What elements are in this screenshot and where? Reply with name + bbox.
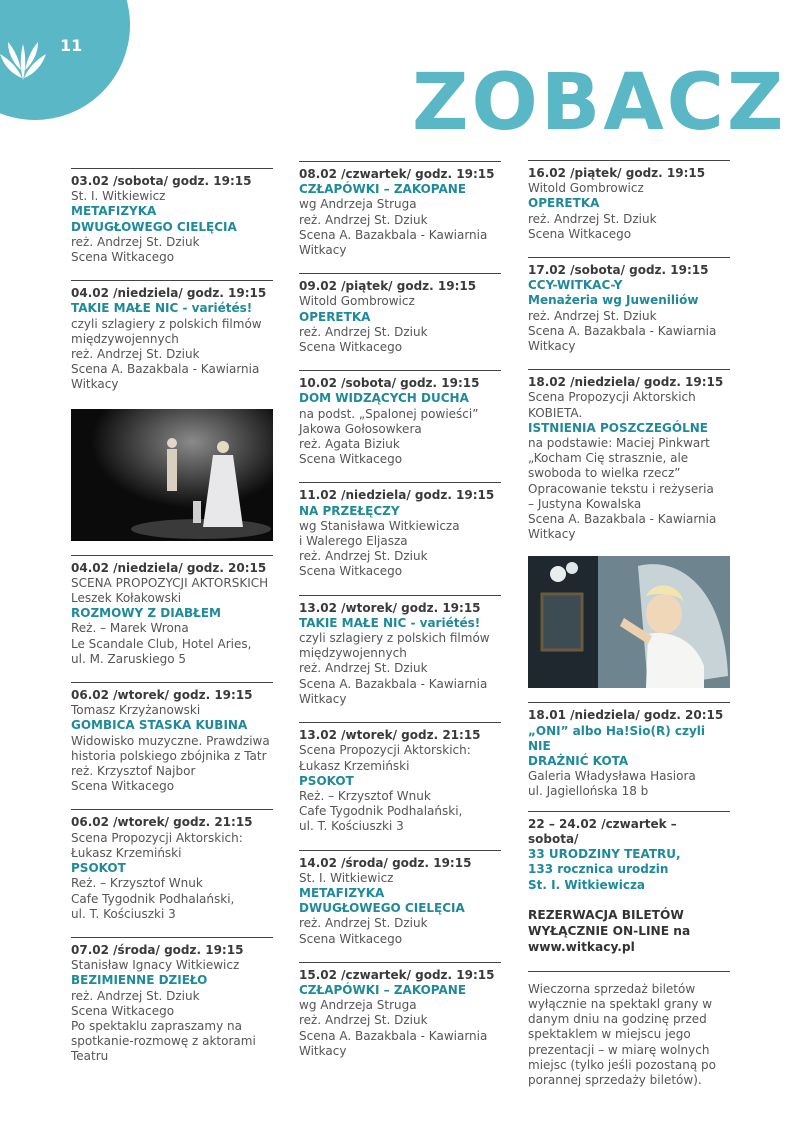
event-line: ul. M. Zaruskiego 5 [71, 651, 186, 666]
event-line: Scena A. Bazakbala - Kawiarnia [299, 676, 488, 691]
event-line: reż. Andrzej St. Dziuk [71, 988, 200, 1003]
event-line: Teatru [71, 1049, 109, 1064]
note-line: danym dniu na godzinę przed [528, 1012, 707, 1027]
event-line: reż. Andrzej St. Dziuk [299, 916, 428, 931]
event-line: Reż. – Marek Wrona [71, 621, 189, 636]
event-line: Scena Witkacego [71, 779, 175, 794]
event-title: OPERETKA [299, 309, 371, 324]
event-line: ul. T. Kościuszki 3 [71, 906, 176, 921]
event-line: Reż. – Krzysztof Wnuk [71, 876, 203, 891]
event-line: Scena A. Bazakbala - Kawiarnia [299, 1028, 488, 1043]
reservation-info [528, 907, 730, 955]
event-date: 08.02 /czwartek/ godz. 19:15 [299, 167, 495, 181]
event-line: KOBIETA. [528, 405, 583, 420]
event-line: czyli szlagiery z polskich filmów [299, 631, 490, 646]
event-line: Łukasz Krzemiński [299, 758, 410, 773]
event-line: Scena Witkacego [299, 564, 403, 579]
event-title: DRAŻNIĆ KOTA [528, 754, 629, 769]
event-line: i Walerego Eljasza [299, 534, 408, 549]
event-entry [299, 370, 501, 467]
leaf-icon [0, 30, 48, 82]
event-line: wg Stanisława Witkiewicza [299, 518, 460, 533]
event-line: Scena Propozycji Aktorskich: [71, 830, 243, 845]
reservation-line: WYŁĄCZNIE ON-LINE na [528, 923, 691, 938]
event-line: Scena A. Bazakbala - Kawiarnia [71, 362, 260, 377]
event-entry [71, 168, 273, 265]
event-title: ROZMOWY Z DIABŁEM [71, 606, 221, 621]
event-title: CCY-WITKAC-Y [528, 278, 623, 293]
note-line: prezentacji – w miarę wolnych [528, 1042, 710, 1057]
event-date: 13.02 /wtorek/ godz. 21:15 [299, 728, 481, 743]
stage-photo [71, 409, 273, 541]
page-heading: ZOBACZ [412, 58, 787, 148]
sales-note [528, 971, 730, 1088]
event-line: międzywojennych [299, 646, 407, 661]
event-title: „ONI” albo Ha!Sio(R) czyli NIE [528, 723, 706, 753]
event-date: 22 – 24.02 /czwartek – sobota/ [528, 816, 677, 846]
event-date: 07.02 /środa/ godz. 19:15 [71, 942, 244, 957]
reservation-link[interactable]: www.witkacy.pl [528, 939, 635, 954]
event-line: na podst. „Spalonej powieści” [299, 406, 479, 421]
event-entry [71, 682, 273, 794]
event-line: Leszek Kołakowski [71, 591, 182, 606]
event-date: 03.02 /sobota/ godz. 19:15 [71, 174, 252, 188]
event-line: Witkacy [299, 691, 347, 706]
event-line: reż. Andrzej St. Dziuk [299, 549, 428, 564]
event-line: Witkacy [528, 527, 576, 542]
event-title: St. I. Witkiewicza [528, 877, 646, 892]
column-2 [299, 161, 501, 1074]
event-date: 10.02 /sobota/ godz. 19:15 [299, 376, 480, 391]
event-entry [528, 702, 730, 799]
event-line: wg Andrzeja Struga [299, 197, 417, 212]
event-entry [528, 811, 730, 893]
event-date: 04.02 /niedziela/ godz. 20:15 [71, 560, 267, 575]
event-date: 13.02 /wtorek/ godz. 19:15 [299, 600, 481, 615]
event-title: OPERETKA [528, 196, 600, 211]
note-line: wyłącznie na spektakl grany w [528, 996, 713, 1011]
event-line: Galeria Władysława Hasiora [528, 769, 696, 784]
corner-decoration [0, 0, 130, 120]
event-entry [299, 161, 501, 258]
event-line: Witkacy [299, 1043, 347, 1058]
event-entry [299, 482, 501, 579]
event-entry [299, 595, 501, 707]
event-date: 11.02 /niedziela/ godz. 19:15 [299, 488, 495, 503]
actress-photo [528, 556, 730, 688]
event-line: Scena Propozycji Aktorskich: [299, 743, 471, 758]
event-line: Jakowa Gołosowkera [299, 421, 422, 436]
event-line: ul. Jagiellońska 18 b [528, 784, 649, 799]
event-line: reż. Andrzej St. Dziuk [299, 661, 428, 676]
event-line: reż. Andrzej St. Dziuk [299, 324, 428, 339]
event-title: DWUGŁOWEGO CIELĘCIA [299, 901, 465, 916]
event-title: METAFIZYKA [71, 204, 157, 219]
event-title: ISTNIENIA POSZCZEGÓLNE [528, 420, 708, 435]
event-line: Opracowanie tekstu i reżyseria [528, 481, 714, 496]
note-line: porannej sprzedaży biletów). [528, 1072, 702, 1087]
event-date: 18.01 /niedziela/ godz. 20:15 [528, 708, 724, 723]
note-line: Wieczorna sprzedaż biletów [528, 981, 696, 996]
event-date: 17.02 /sobota/ godz. 19:15 [528, 263, 709, 278]
event-line: reż. Krzysztof Najbor [71, 764, 196, 779]
event-line: ul. T. Kościuszki 3 [299, 819, 404, 834]
event-line: Scena Witkacego [299, 931, 403, 946]
event-title: METAFIZYKA [299, 885, 385, 900]
event-line: Witkacy [528, 339, 576, 354]
event-entry [299, 722, 501, 834]
event-title: BEZIMIENNE DZIEŁO [71, 973, 208, 988]
event-line: – Justyna Kowalska [528, 496, 642, 511]
event-line: Witold Gombrowicz [528, 181, 644, 196]
event-line: reż. Andrzej St. Dziuk [528, 211, 657, 226]
event-line: Witkacy [71, 377, 119, 392]
event-entry [71, 280, 273, 392]
column-1 [71, 168, 273, 1080]
event-line: historia polskiego zbójnika z Tatr [71, 748, 267, 763]
event-line: Reż. – Krzysztof Wnuk [299, 788, 431, 803]
event-entry [71, 937, 273, 1065]
page-number: 11 [60, 36, 83, 55]
event-date: 16.02 /piątek/ godz. 19:15 [528, 166, 706, 180]
event-entry [71, 555, 273, 667]
event-title: PSOKOT [71, 861, 126, 876]
event-line: Scena Witkacego [71, 250, 175, 265]
event-title: TAKIE MAŁE NIC - variétés! [299, 615, 481, 630]
event-line: reż. Andrzej St. Dziuk [528, 308, 657, 323]
event-line: na podstawie: Maciej Pinkwart [528, 436, 710, 451]
event-line: Scena Witkacego [299, 340, 403, 355]
event-line: Cafe Tygodnik Podhalański, [299, 804, 463, 819]
event-line: Łukasz Krzemiński [71, 845, 182, 860]
event-line: Cafe Tygodnik Podhalański, [71, 891, 235, 906]
event-line: Scena A. Bazakbala - Kawiarnia [299, 227, 488, 242]
event-line: reż. Andrzej St. Dziuk [71, 234, 200, 249]
column-3 [528, 160, 730, 1088]
event-title: CZŁAPÓWKI – ZAKOPANE [299, 982, 467, 997]
event-title: DOM WIDZĄCYCH DUCHA [299, 391, 469, 406]
event-line: Widowisko muzyczne. Prawdziwa [71, 733, 270, 748]
event-entry [299, 273, 501, 355]
event-line: Stanisław Ignacy Witkiewicz [71, 958, 240, 973]
event-title: CZŁAPÓWKI – ZAKOPANE [299, 182, 467, 197]
event-line: SCENA PROPOZYCJI AKTORSKICH [71, 575, 269, 590]
event-title: DWUGŁOWEGO CIELĘCIA [71, 219, 237, 234]
event-line: spotkanie-rozmowę z aktorami [71, 1034, 256, 1049]
event-line: St. I. Witkiewicz [71, 189, 166, 204]
event-entry [299, 962, 501, 1059]
event-line: swoboda to wielka rzecz” [528, 466, 681, 481]
event-title: 133 rocznica urodzin [528, 862, 669, 877]
event-entry [528, 369, 730, 542]
event-line: Po spektaklu zapraszamy na [71, 1018, 242, 1033]
event-date: 06.02 /wtorek/ godz. 19:15 [71, 688, 253, 703]
event-line: St. I. Witkiewicz [299, 870, 394, 885]
event-title: PSOKOT [299, 773, 354, 788]
event-entry [71, 809, 273, 921]
event-line: czyli szlagiery z polskich filmów [71, 316, 262, 331]
event-line: „Kocham Cię strasznie, ale [528, 451, 689, 466]
event-line: wg Andrzeja Struga [299, 998, 417, 1013]
event-line: Witold Gombrowicz [299, 294, 415, 309]
event-line: reż. Andrzej St. Dziuk [299, 1013, 428, 1028]
event-line: reż. Agata Biziuk [299, 437, 400, 452]
event-entry [299, 850, 501, 947]
event-entry [528, 257, 730, 354]
event-date: 04.02 /niedziela/ godz. 19:15 [71, 286, 267, 301]
event-title: Menażeria wg Juweniliów [528, 293, 699, 308]
event-line: Scena Witkacego [528, 226, 632, 241]
event-line: Scena A. Bazakbala - Kawiarnia [528, 323, 717, 338]
event-line: międzywojennych [71, 331, 179, 346]
event-line: reż. Andrzej St. Dziuk [299, 212, 428, 227]
event-line: Tomasz Krzyżanowski [71, 703, 201, 718]
note-line: miejsc (tylko jeśli pozostaną po [528, 1057, 716, 1072]
event-line: Le Scandale Club, Hotel Aries, [71, 636, 252, 651]
event-line: Scena Witkacego [299, 452, 403, 467]
event-line: Scena Propozycji Aktorskich [528, 390, 696, 405]
event-date: 18.02 /niedziela/ godz. 19:15 [528, 375, 724, 390]
reservation-line: REZERWACJA BILETÓW [528, 907, 684, 922]
event-title: NA PRZEŁĘCZY [299, 503, 400, 518]
event-line: reż. Andrzej St. Dziuk [71, 347, 200, 362]
event-date: 06.02 /wtorek/ godz. 21:15 [71, 815, 253, 830]
event-title: GOMBICA STASKA KUBINA [71, 718, 248, 733]
event-date: 14.02 /środa/ godz. 19:15 [299, 855, 472, 870]
event-title: TAKIE MAŁE NIC - variétés! [71, 301, 253, 316]
event-line: Scena Witkacego [71, 1003, 175, 1018]
event-date: 09.02 /piątek/ godz. 19:15 [299, 279, 477, 294]
event-line: Scena A. Bazakbala - Kawiarnia [528, 512, 717, 527]
event-title: 33 URODZINY TEATRU, [528, 847, 681, 862]
event-line: Witkacy [299, 243, 347, 258]
event-entry [528, 160, 730, 242]
event-date: 15.02 /czwartek/ godz. 19:15 [299, 967, 495, 982]
note-line: spektaklem w miejscu jego [528, 1027, 691, 1042]
